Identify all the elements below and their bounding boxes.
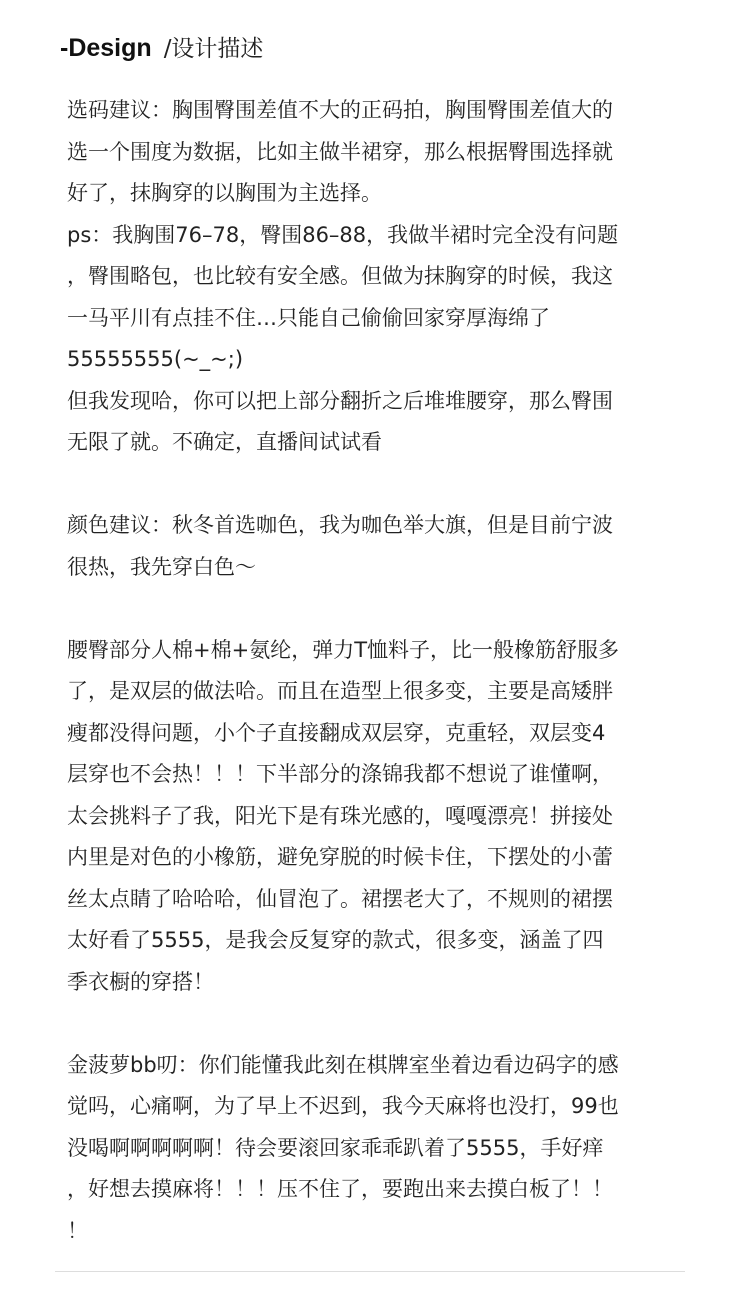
paragraph-size-advice (67, 90, 687, 464)
text-line: 没喝啊啊啊啊啊！待会要滚回家乖乖趴着了5555，手好痒 (67, 1135, 604, 1160)
paragraph-spacer (67, 464, 687, 506)
text-line: ，好想去摸麻将！！！压不住了，要跑出来去摸白板了！！ (67, 1177, 613, 1201)
text-line: 选一个围度为数据，比如主做半裙穿，那么根据臀围选择就 (67, 139, 613, 164)
text-line: 选码建议：胸围臀围差值不大的正码拍，胸围臀围差值大的 (67, 98, 613, 122)
text-line: 好了，抹胸穿的以胸围为主选择。 (67, 181, 382, 205)
paragraph-spacer (67, 1003, 687, 1045)
text-line: 内里是对色的小橡筋，避免穿脱的时候卡住，下摆处的小蕾 (67, 845, 613, 869)
text-line: 一马平川有点挂不住…只能自己偷偷回家穿厚海绵了 (67, 305, 550, 330)
text-line: 层穿也不会热！！！下半部分的涤锦我都不想说了谁懂啊， (67, 762, 613, 786)
text-line: 很热，我先穿白色～ (67, 554, 256, 579)
section-subtitle: /设计描述 (163, 36, 264, 62)
text-line: 腰臀部分人棉+棉+氨纶，弹力T恤料子，比一般橡筋舒服多 (67, 637, 620, 662)
text-line: 觉吗，心痛啊，为了早上不迟到，我今天麻将也没打，99也 (67, 1094, 619, 1118)
text-line: ps：我胸围76–78，臀围86–88，我做半裙时完全没有问题 (67, 222, 619, 247)
text-line: ！ (67, 1218, 88, 1243)
paragraph-author-note (67, 1045, 687, 1253)
paragraph-fabric-details (67, 630, 687, 1004)
text-line: 颜色建议：秋冬首选咖色，我为咖色举大旗，但是目前宁波 (67, 513, 613, 537)
text-line: 丝太点睛了哈哈哈，仙冒泡了。裙摆老大了，不规则的裙摆 (67, 886, 613, 911)
bottom-divider (55, 1271, 685, 1272)
text-line: ，臀围略包，也比较有安全感。但做为抹胸穿的时候，我这 (67, 264, 613, 288)
text-line: 太好看了5555，是我会反复穿的款式，很多变，涵盖了四 (67, 928, 604, 952)
description-body (67, 90, 687, 1252)
text-line: 55555555(~_~;) (67, 347, 244, 371)
section-header (60, 30, 263, 70)
paragraph-spacer (67, 588, 687, 630)
text-line: 但我发现哈，你可以把上部分翻折之后堆堆腰穿，那么臀围 (67, 388, 613, 413)
text-line: 了，是双层的做法哈。而且在造型上很多变，主要是高矮胖 (67, 679, 613, 703)
text-line: 无限了就。不确定，直播间试试看 (67, 430, 382, 454)
paragraph-color-advice (67, 505, 687, 588)
section-title: -Design (60, 34, 152, 62)
text-line: 季衣橱的穿搭！ (67, 969, 214, 994)
text-line: 瘦都没得问题，小个子直接翻成双层穿，克重轻，双层变4 (67, 720, 606, 745)
text-line: 太会挑料子了我，阳光下是有珠光感的，嘎嘎漂亮！拼接处 (67, 803, 613, 828)
text-line: 金菠萝bb叨：你们能懂我此刻在棋牌室坐着边看边码字的感 (67, 1052, 619, 1077)
